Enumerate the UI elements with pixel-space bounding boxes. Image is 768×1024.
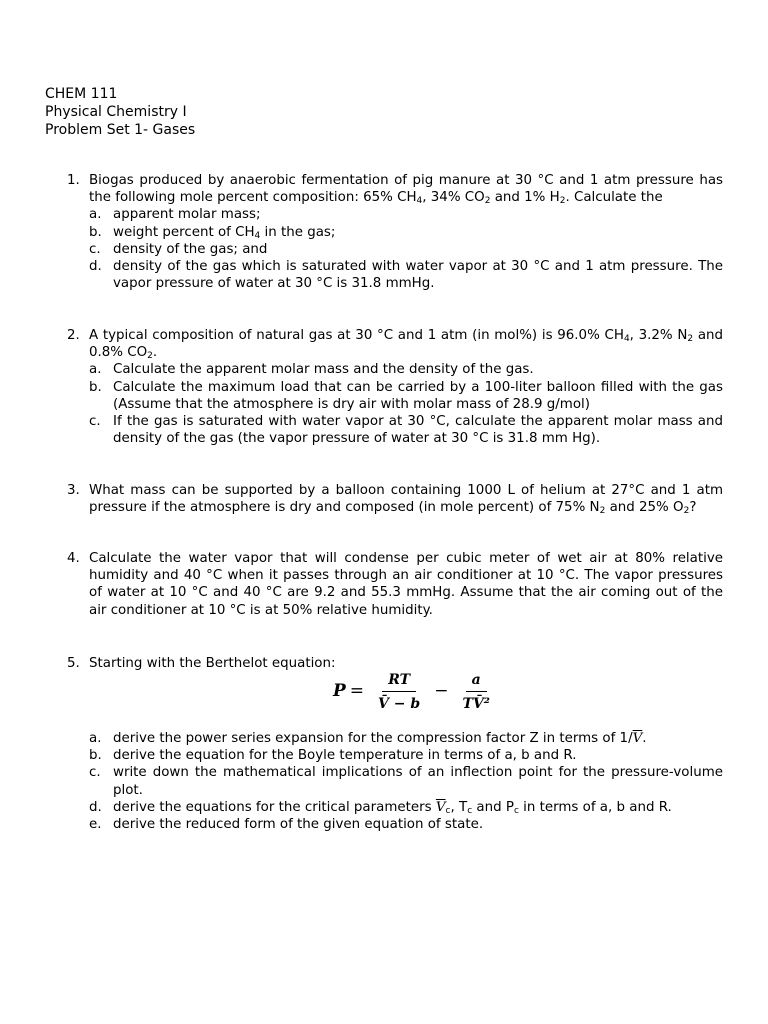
problem-1 (67, 172, 723, 292)
molar-volume-symbol: $\overline{V}$ (632, 731, 643, 746)
equation-lhs: P (333, 681, 346, 702)
problem-5-items (67, 730, 723, 833)
problem-text: A typical composition of natural gas at 30 °C and 1 atm (in mol%) is 96.0% $CH_4$, 3.2% $N_2$ and 0.8% $CO_2$. (89, 328, 724, 362)
course-name: Physical Chemistry I (45, 103, 187, 120)
sub-question: d. density of the gas which is saturated with water vapor at 30 °C and 1 atm pressure. The vapor pressure of water at 30 °C is 31.8 mmHg. (89, 259, 723, 292)
sub-question: b. derive the equation for the Boyle temperature in terms of a, b and R. (89, 748, 577, 764)
fraction-denominator: TV̄² (462, 696, 490, 712)
fraction-denominator: V̄ − b (378, 696, 421, 712)
fraction-rt (372, 671, 426, 713)
course-code: CHEM 111 (45, 86, 118, 102)
problem-text: Calculate the water vapor that will condense per cubic meter of wet air at 80% relative humidity and 40 °C when it passes through an air conditioner at 10 °C. The vapor pressures of water at 10 °C and 40 °C are 9.2 and 55.3 mmHg. Assume that the air coming out of the air conditioner at 10 °C is at 50% relative humidity. (89, 551, 723, 618)
problem-3 (67, 482, 723, 516)
sub-question: a. apparent molar mass; (89, 207, 261, 223)
problem-text: Starting with the Berthelot equation: (89, 656, 336, 671)
problem-text: Biogas produced by anaerobic fermentation of pig manure at 30 °C and 1 atm pressure has the following mole percent composition: 65% $CH_4$, 34% $CO_2$ and 1% $H_2$. Calculate the (89, 173, 723, 207)
document-header (45, 86, 445, 139)
berthelot-equation (333, 667, 500, 717)
sub-question: a. Calculate the apparent molar mass and the density of the gas. (89, 362, 534, 378)
sub-question-list (67, 361, 723, 447)
fraction-a (456, 671, 495, 713)
sub-question: c. density of the gas; and (89, 241, 268, 257)
sub-question: e. derive the reduced form of the given equation of state. (89, 817, 484, 833)
sub-question-list (67, 206, 723, 292)
sub-question: c. write down the mathematical implications of an inflection point for the pressure-volume plot. (89, 765, 723, 798)
problem-2 (67, 327, 723, 447)
sub-question: b. Calculate the maximum load that can be carried by a 100-liter balloon filled with the gas (Assume that the atmosphere is dry air with molar mass of 28.9 g/mol) (89, 379, 723, 412)
problem-number: 4. (67, 551, 80, 566)
sub-question: d. derive the equations for the critical parameters $\overline{V}_c$, $T_c$ and $P_c$ in terms of a, b and R. (89, 799, 672, 816)
fraction-numerator: RT (382, 671, 416, 692)
problem-number: 3. (67, 483, 80, 498)
problem-set-title: Problem Set 1- Gases (45, 121, 196, 138)
sub-question-list (67, 730, 723, 833)
problem-4 (67, 550, 723, 619)
problem-number: 5. (67, 656, 80, 671)
sub-question: b. weight percent of $CH_4$ in the gas; (89, 224, 336, 241)
molar-volume-symbol: $\overline{V}$ (435, 799, 446, 815)
sub-question: c. If the gas is saturated with water vapor at 30 °C, calculate the apparent molar mass and density of the gas (the vapor pressure of water at 30 °C is 31.8 mm Hg). (89, 414, 723, 447)
sub-question: a. derive the power series expansion for the compression factor Z in terms of $1/\overline{V}$. (89, 731, 647, 746)
problem-text: What mass can be supported by a balloon containing 1000 L of helium at 27°C and 1 atm pressure if the atmosphere is dry and composed (in mole percent) of 75% $N_2$ and 25% $O_2$? (89, 483, 723, 517)
problem-number: 2. (67, 328, 80, 343)
fraction-numerator: a (466, 671, 487, 692)
equation-equals: = (349, 681, 365, 702)
problem-number: 1. (67, 173, 80, 188)
equation-minus: − (434, 681, 449, 702)
